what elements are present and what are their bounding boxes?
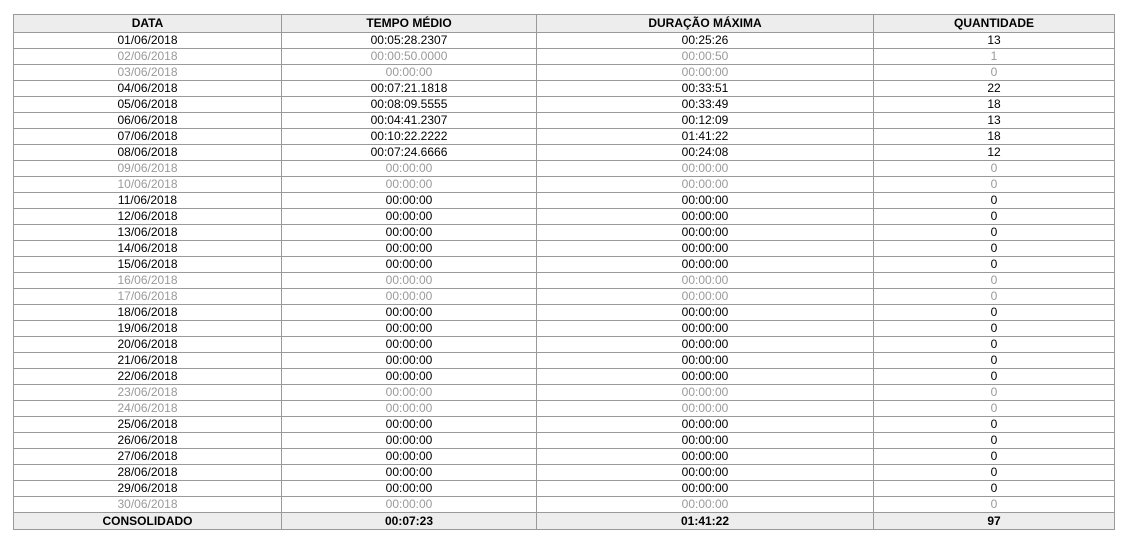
cell-avg-time: 00:08:09.5555 xyxy=(282,97,537,113)
cell-avg-time: 00:00:00 xyxy=(282,465,537,481)
table-row xyxy=(14,97,1115,113)
header-row xyxy=(14,15,1115,33)
cell-avg-time: 00:00:00 xyxy=(282,193,537,209)
table-row xyxy=(14,401,1115,417)
cell-date: 06/06/2018 xyxy=(14,113,282,129)
cell-date: 24/06/2018 xyxy=(14,401,282,417)
cell-max-duration: 00:00:00 xyxy=(537,193,874,209)
cell-quantity: 22 xyxy=(874,81,1115,97)
cell-date: 03/06/2018 xyxy=(14,65,282,81)
cell-quantity: 18 xyxy=(874,97,1115,113)
cell-quantity: 0 xyxy=(874,321,1115,337)
cell-date: 28/06/2018 xyxy=(14,465,282,481)
cell-date: 05/06/2018 xyxy=(14,97,282,113)
cell-max-duration: 00:25:26 xyxy=(537,33,874,49)
cell-date: 16/06/2018 xyxy=(14,273,282,289)
cell-max-duration: 00:33:51 xyxy=(537,81,874,97)
cell-quantity: 0 xyxy=(874,273,1115,289)
table-footer xyxy=(14,513,1115,530)
cell-quantity: 13 xyxy=(874,113,1115,129)
cell-avg-time: 00:10:22.2222 xyxy=(282,129,537,145)
cell-quantity: 0 xyxy=(874,305,1115,321)
table-row xyxy=(14,465,1115,481)
table-row xyxy=(14,33,1115,49)
cell-quantity: 0 xyxy=(874,177,1115,193)
cell-max-duration: 00:00:00 xyxy=(537,65,874,81)
consolidated-row xyxy=(14,513,1115,530)
cell-max-duration: 00:24:08 xyxy=(537,145,874,161)
cell-date: 26/06/2018 xyxy=(14,433,282,449)
header-date: DATA xyxy=(14,15,282,33)
consolidated-avg-time: 00:07:23 xyxy=(282,513,537,530)
table-row xyxy=(14,257,1115,273)
cell-date: 04/06/2018 xyxy=(14,81,282,97)
table-row xyxy=(14,433,1115,449)
header-max-duration: DURAÇÃO MÁXIMA xyxy=(537,15,874,33)
cell-date: 07/06/2018 xyxy=(14,129,282,145)
cell-date: 23/06/2018 xyxy=(14,385,282,401)
cell-date: 20/06/2018 xyxy=(14,337,282,353)
header-quantity: QUANTIDADE xyxy=(874,15,1115,33)
cell-avg-time: 00:00:00 xyxy=(282,241,537,257)
cell-avg-time: 00:00:00 xyxy=(282,161,537,177)
table-row xyxy=(14,321,1115,337)
table-row xyxy=(14,145,1115,161)
cell-avg-time: 00:00:00 xyxy=(282,305,537,321)
table-row xyxy=(14,353,1115,369)
cell-date: 30/06/2018 xyxy=(14,497,282,513)
cell-date: 02/06/2018 xyxy=(14,49,282,65)
cell-avg-time: 00:00:00 xyxy=(282,417,537,433)
cell-avg-time: 00:00:00 xyxy=(282,497,537,513)
cell-date: 25/06/2018 xyxy=(14,417,282,433)
cell-quantity: 0 xyxy=(874,433,1115,449)
cell-avg-time: 00:00:00 xyxy=(282,369,537,385)
cell-date: 18/06/2018 xyxy=(14,305,282,321)
cell-max-duration: 00:00:00 xyxy=(537,241,874,257)
cell-quantity: 13 xyxy=(874,33,1115,49)
cell-quantity: 0 xyxy=(874,289,1115,305)
cell-max-duration: 00:00:00 xyxy=(537,257,874,273)
cell-max-duration: 00:00:00 xyxy=(537,273,874,289)
cell-date: 22/06/2018 xyxy=(14,369,282,385)
cell-max-duration: 00:00:00 xyxy=(537,177,874,193)
cell-quantity: 0 xyxy=(874,257,1115,273)
table-row xyxy=(14,337,1115,353)
cell-avg-time: 00:00:00 xyxy=(282,481,537,497)
cell-quantity: 1 xyxy=(874,49,1115,65)
table-row xyxy=(14,241,1115,257)
consolidated-max-duration: 01:41:22 xyxy=(537,513,874,530)
cell-date: 09/06/2018 xyxy=(14,161,282,177)
cell-date: 19/06/2018 xyxy=(14,321,282,337)
cell-avg-time: 00:00:00 xyxy=(282,289,537,305)
cell-date: 15/06/2018 xyxy=(14,257,282,273)
daily-report-table xyxy=(13,14,1115,530)
cell-max-duration: 00:00:00 xyxy=(537,337,874,353)
cell-max-duration: 00:00:00 xyxy=(537,481,874,497)
cell-avg-time: 00:00:00 xyxy=(282,177,537,193)
cell-avg-time: 00:00:00 xyxy=(282,385,537,401)
table-row xyxy=(14,369,1115,385)
consolidated-label: CONSOLIDADO xyxy=(14,513,282,530)
cell-avg-time: 00:00:00 xyxy=(282,257,537,273)
cell-avg-time: 00:07:24.6666 xyxy=(282,145,537,161)
cell-avg-time: 00:00:00 xyxy=(282,273,537,289)
cell-quantity: 0 xyxy=(874,385,1115,401)
cell-quantity: 0 xyxy=(874,337,1115,353)
cell-max-duration: 00:00:00 xyxy=(537,385,874,401)
cell-quantity: 0 xyxy=(874,497,1115,513)
cell-quantity: 0 xyxy=(874,225,1115,241)
cell-quantity: 0 xyxy=(874,401,1115,417)
report-container xyxy=(13,14,1114,530)
cell-max-duration: 00:00:00 xyxy=(537,209,874,225)
table-row xyxy=(14,497,1115,513)
cell-avg-time: 00:00:50.0000 xyxy=(282,49,537,65)
cell-avg-time: 00:00:00 xyxy=(282,209,537,225)
cell-date: 08/06/2018 xyxy=(14,145,282,161)
cell-quantity: 0 xyxy=(874,209,1115,225)
cell-avg-time: 00:00:00 xyxy=(282,401,537,417)
cell-avg-time: 00:00:00 xyxy=(282,353,537,369)
cell-quantity: 0 xyxy=(874,161,1115,177)
header-avg-time: TEMPO MÉDIO xyxy=(282,15,537,33)
cell-date: 21/06/2018 xyxy=(14,353,282,369)
cell-quantity: 0 xyxy=(874,449,1115,465)
table-row xyxy=(14,417,1115,433)
cell-date: 12/06/2018 xyxy=(14,209,282,225)
cell-date: 01/06/2018 xyxy=(14,33,282,49)
table-row xyxy=(14,385,1115,401)
cell-max-duration: 00:00:00 xyxy=(537,465,874,481)
cell-quantity: 12 xyxy=(874,145,1115,161)
cell-quantity: 0 xyxy=(874,417,1115,433)
cell-avg-time: 00:00:00 xyxy=(282,337,537,353)
consolidated-quantity: 97 xyxy=(874,513,1115,530)
table-row xyxy=(14,481,1115,497)
cell-quantity: 0 xyxy=(874,353,1115,369)
cell-date: 29/06/2018 xyxy=(14,481,282,497)
table-row xyxy=(14,129,1115,145)
cell-avg-time: 00:00:00 xyxy=(282,321,537,337)
cell-date: 14/06/2018 xyxy=(14,241,282,257)
cell-max-duration: 00:00:00 xyxy=(537,401,874,417)
cell-quantity: 18 xyxy=(874,129,1115,145)
cell-max-duration: 00:00:00 xyxy=(537,305,874,321)
cell-date: 13/06/2018 xyxy=(14,225,282,241)
cell-quantity: 0 xyxy=(874,369,1115,385)
table-row xyxy=(14,449,1115,465)
cell-avg-time: 00:05:28.2307 xyxy=(282,33,537,49)
cell-max-duration: 00:00:00 xyxy=(537,433,874,449)
cell-max-duration: 00:00:50 xyxy=(537,49,874,65)
cell-avg-time: 00:00:00 xyxy=(282,225,537,241)
cell-avg-time: 00:07:21.1818 xyxy=(282,81,537,97)
cell-quantity: 0 xyxy=(874,65,1115,81)
cell-max-duration: 00:00:00 xyxy=(537,161,874,177)
cell-avg-time: 00:00:00 xyxy=(282,449,537,465)
table-row xyxy=(14,193,1115,209)
cell-quantity: 0 xyxy=(874,193,1115,209)
table-row xyxy=(14,305,1115,321)
table-row xyxy=(14,65,1115,81)
table-header xyxy=(14,15,1115,33)
cell-max-duration: 00:00:00 xyxy=(537,289,874,305)
table-row xyxy=(14,225,1115,241)
table-row xyxy=(14,161,1115,177)
cell-quantity: 0 xyxy=(874,241,1115,257)
table-row xyxy=(14,289,1115,305)
cell-date: 10/06/2018 xyxy=(14,177,282,193)
cell-max-duration: 00:00:00 xyxy=(537,369,874,385)
cell-max-duration: 00:00:00 xyxy=(537,353,874,369)
table-row xyxy=(14,177,1115,193)
cell-quantity: 0 xyxy=(874,465,1115,481)
cell-date: 11/06/2018 xyxy=(14,193,282,209)
cell-max-duration: 00:33:49 xyxy=(537,97,874,113)
cell-max-duration: 00:12:09 xyxy=(537,113,874,129)
cell-max-duration: 00:00:00 xyxy=(537,497,874,513)
cell-date: 17/06/2018 xyxy=(14,289,282,305)
table-body xyxy=(14,33,1115,513)
table-row xyxy=(14,273,1115,289)
cell-date: 27/06/2018 xyxy=(14,449,282,465)
table-row xyxy=(14,113,1115,129)
cell-avg-time: 00:00:00 xyxy=(282,433,537,449)
cell-quantity: 0 xyxy=(874,481,1115,497)
table-row xyxy=(14,209,1115,225)
table-row xyxy=(14,49,1115,65)
cell-max-duration: 00:00:00 xyxy=(537,225,874,241)
table-row xyxy=(14,81,1115,97)
cell-max-duration: 00:00:00 xyxy=(537,321,874,337)
cell-avg-time: 00:00:00 xyxy=(282,65,537,81)
cell-avg-time: 00:04:41.2307 xyxy=(282,113,537,129)
cell-max-duration: 00:00:00 xyxy=(537,417,874,433)
cell-max-duration: 01:41:22 xyxy=(537,129,874,145)
cell-max-duration: 00:00:00 xyxy=(537,449,874,465)
